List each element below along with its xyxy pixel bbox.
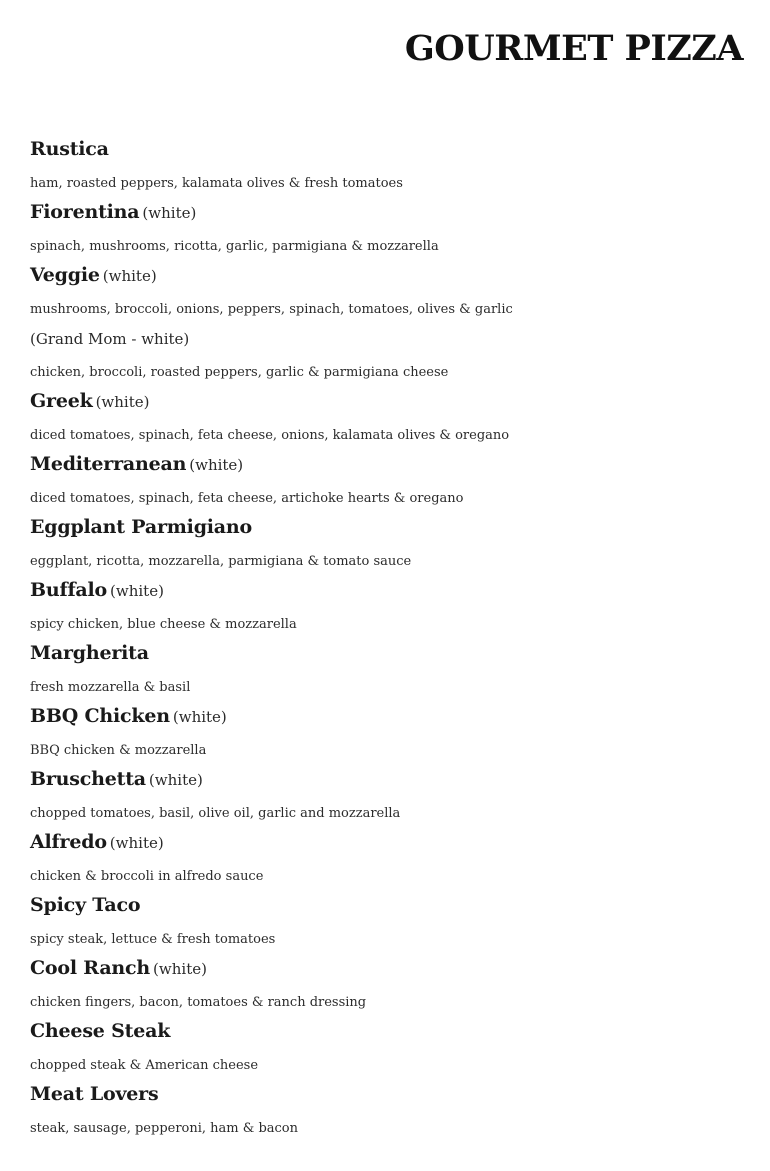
menu-item-name: Greek <box>30 390 93 412</box>
menu-item-heading <box>30 135 112 163</box>
menu-item-name: Buffalo <box>30 579 108 601</box>
menu-item-name: Margherita <box>30 642 149 664</box>
menu-item-name: Alfredo <box>30 831 107 853</box>
menu-item-name: Meat Lovers <box>30 1083 159 1105</box>
menu-item-description: chopped steak & American cheese <box>30 1058 259 1073</box>
menu-item-tag: (white) <box>109 834 164 852</box>
menu-item <box>30 446 750 509</box>
menu-item <box>30 635 750 698</box>
menu-item-tag: (white) <box>110 582 164 600</box>
menu-item-tag: (white) <box>172 708 227 726</box>
menu-item-tag: (Grand Mom - white) <box>30 330 190 348</box>
menu-item <box>30 131 750 194</box>
menu-item-description: mushrooms, broccoli, onions, peppers, spinach, tomatoes, olives & garlic <box>30 302 513 317</box>
menu-item <box>30 1076 750 1139</box>
menu-item-description: chicken, broccoli, roasted peppers, garlic & parmigiana cheese <box>30 365 449 380</box>
menu-item-heading <box>30 702 227 730</box>
menu-item <box>30 257 750 320</box>
menu-item <box>30 572 750 635</box>
menu-item-tag: (white) <box>189 456 244 474</box>
menu-item <box>30 824 750 887</box>
menu-item-heading <box>30 828 164 856</box>
menu-item <box>30 194 750 257</box>
menu-item-tag: (white) <box>148 771 203 789</box>
menu-item-heading <box>30 891 143 919</box>
menu-item-heading <box>30 513 255 541</box>
menu-item-description: fresh mozzarella & basil <box>30 680 191 695</box>
menu-item-heading <box>30 1080 162 1108</box>
menu-item-description: chicken fingers, bacon, tomatoes & ranch dressing <box>30 995 367 1010</box>
menu-item-heading <box>30 954 207 982</box>
menu-item-heading <box>30 639 152 667</box>
page-title: GOURMET PIZZA <box>404 28 743 69</box>
menu-item <box>30 950 750 1013</box>
menu-item <box>30 698 750 761</box>
menu-item-name: BBQ Chicken <box>30 705 170 727</box>
menu-item-description: BBQ chicken & mozzarella <box>30 743 207 758</box>
menu-item-heading <box>30 261 157 289</box>
menu-item-description: eggplant, ricotta, mozzarella, parmigiana & tomato sauce <box>30 554 412 569</box>
menu-item-heading <box>30 324 189 352</box>
menu-item <box>30 887 750 950</box>
menu-item <box>30 761 750 824</box>
menu-item-description: ham, roasted peppers, kalamata olives & fresh tomatoes <box>30 176 403 191</box>
menu-item-tag: (white) <box>95 393 150 411</box>
menu-item-name: Mediterranean <box>30 453 187 475</box>
menu-item-name: Veggie <box>30 264 100 286</box>
menu-item-heading <box>30 450 243 478</box>
menu-item-description: chopped tomatoes, basil, olive oil, garlic and mozzarella <box>30 806 401 821</box>
menu-item-name: Cheese Steak <box>30 1020 171 1042</box>
menu-item-description: diced tomatoes, spinach, feta cheese, artichoke hearts & oregano <box>30 491 464 506</box>
menu-item-tag: (white) <box>153 960 207 978</box>
menu-item-heading <box>30 387 149 415</box>
menu-item-description: chicken & broccoli in alfredo sauce <box>30 869 264 884</box>
menu-item-name: Eggplant Parmigiano <box>30 516 252 538</box>
menu-item-name: Spicy Taco <box>30 894 141 916</box>
menu-item <box>30 383 750 446</box>
menu-item-description: spinach, mushrooms, ricotta, garlic, parmigiana & mozzarella <box>30 239 439 254</box>
menu-item-heading <box>30 1017 173 1045</box>
menu-item-heading <box>30 576 164 604</box>
menu-item-heading <box>30 765 203 793</box>
menu-item-name: Bruschetta <box>30 768 146 790</box>
menu-item-description: spicy chicken, blue cheese & mozzarella <box>30 617 297 632</box>
menu-list <box>30 131 750 1139</box>
menu-item-tag: (white) <box>142 204 197 222</box>
menu-item <box>30 320 750 383</box>
menu-item-description: diced tomatoes, spinach, feta cheese, onions, kalamata olives & oregano <box>30 428 510 443</box>
menu-item-heading <box>30 198 196 226</box>
menu-item-name: Cool Ranch <box>30 957 151 979</box>
menu-item-description: steak, sausage, pepperoni, ham & bacon <box>30 1121 299 1136</box>
menu-item-name: Rustica <box>30 138 109 160</box>
menu-item-tag: (white) <box>102 267 157 285</box>
menu-item-description: spicy steak, lettuce & fresh tomatoes <box>30 932 276 947</box>
menu-item <box>30 1013 750 1076</box>
menu-item <box>30 509 750 572</box>
menu-item-name: Fiorentina <box>30 201 140 223</box>
